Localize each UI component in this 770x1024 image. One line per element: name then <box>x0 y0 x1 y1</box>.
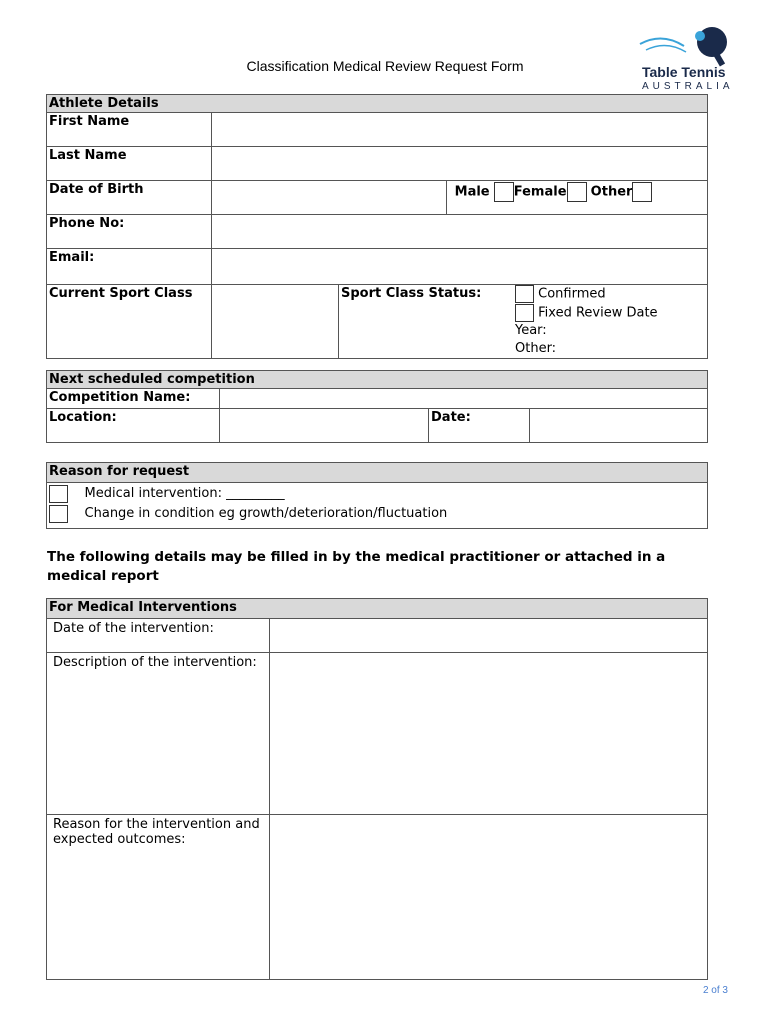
last-name-label: Last Name <box>47 147 212 181</box>
confirmed-label: Confirmed <box>538 286 606 302</box>
location-label: Location: <box>47 409 220 443</box>
other-status-label: Other: <box>515 341 557 356</box>
medical-header: For Medical Interventions <box>47 599 708 619</box>
competition-table <box>46 370 708 443</box>
athlete-details-header: Athlete Details <box>47 95 708 113</box>
location-field[interactable] <box>220 409 429 443</box>
other-checkbox[interactable] <box>632 182 652 202</box>
date-field[interactable] <box>530 409 708 443</box>
email-field[interactable] <box>212 249 708 285</box>
competition-name-label: Competition Name: <box>47 389 220 409</box>
medical-intervention-checkbox[interactable] <box>49 485 68 503</box>
fixed-review-label: Fixed Review Date <box>538 305 658 320</box>
intervention-description-field[interactable] <box>270 653 708 815</box>
medical-interventions-table <box>46 598 708 980</box>
female-checkbox[interactable] <box>567 182 587 202</box>
sport-class-status-label: Sport Class Status: <box>341 286 482 301</box>
change-condition-checkbox[interactable] <box>49 505 68 523</box>
page-number: 2 of 3 <box>702 985 728 996</box>
intervention-date-label: Date of the intervention: <box>47 619 270 653</box>
current-class-field[interactable] <box>212 285 339 359</box>
change-condition-label: Change in condition eg growth/deterioration/fluctuation <box>84 506 448 521</box>
logo-text-secondary: AUSTRALIA <box>642 81 734 92</box>
competition-name-field[interactable] <box>220 389 708 409</box>
gender-options <box>446 181 707 215</box>
first-name-field[interactable] <box>212 113 708 147</box>
phone-field[interactable] <box>212 215 708 249</box>
other-label: Other <box>590 184 633 200</box>
female-label: Female <box>513 184 567 200</box>
form-title: Classification Medical Review Request Form <box>246 58 524 74</box>
medical-intervention-label: Medical intervention: _________ <box>84 486 285 501</box>
sport-class-status <box>339 285 708 359</box>
email-label: Email: <box>47 249 212 285</box>
confirmed-checkbox[interactable] <box>515 285 534 303</box>
intervention-reason-field[interactable] <box>270 815 708 980</box>
competition-header: Next scheduled competition <box>47 371 708 389</box>
intervention-reason-label: Reason for the intervention and expected outcomes: <box>47 815 270 980</box>
dob-label: Date of Birth <box>47 181 212 215</box>
athlete-details-table <box>46 94 708 359</box>
reason-table <box>46 462 708 529</box>
logo-text-primary: Table Tennis <box>642 64 726 80</box>
first-name-label: First Name <box>47 113 212 147</box>
male-checkbox[interactable] <box>494 182 514 202</box>
dob-field[interactable] <box>212 181 447 215</box>
practitioner-notice: The following details may be filled in by the medical practitioner or attached in a medical report <box>47 549 666 584</box>
reason-header: Reason for request <box>47 463 708 483</box>
current-class-label: Current Sport Class <box>47 285 212 359</box>
phone-label: Phone No: <box>47 215 212 249</box>
male-label: Male <box>454 184 490 200</box>
year-label: Year: <box>515 323 547 338</box>
fixed-review-checkbox[interactable] <box>515 304 534 322</box>
last-name-field[interactable] <box>212 147 708 181</box>
intervention-date-field[interactable] <box>270 619 708 653</box>
date-label: Date: <box>429 409 530 443</box>
intervention-description-label: Description of the intervention: <box>47 653 270 815</box>
